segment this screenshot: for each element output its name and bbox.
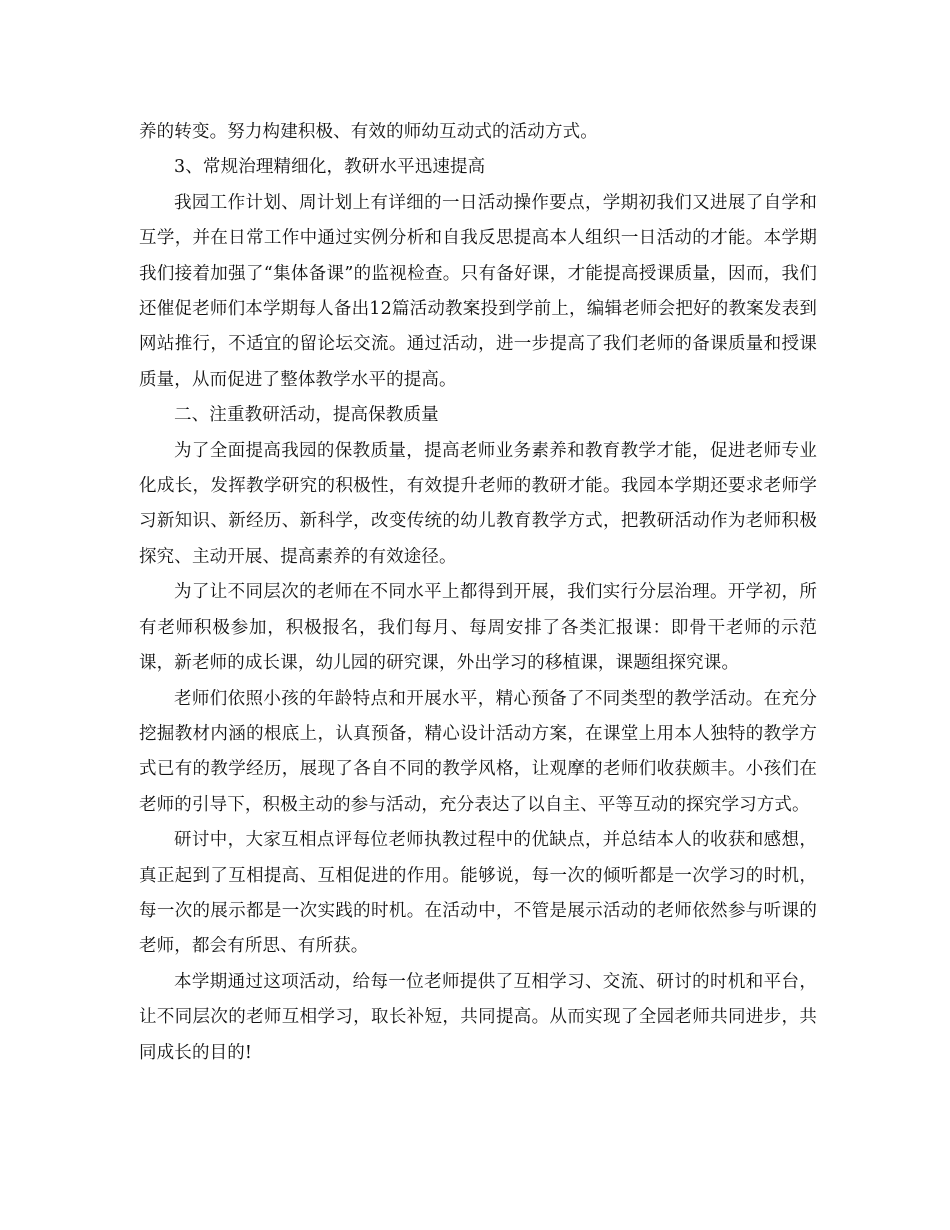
document-body	[139, 115, 817, 1071]
paragraph-layered-management: 为了让不同层次的老师在不同水平上都得到开展，我们实行分层治理。开学初，所有老师积极参加，积极报名，我们每月、每周安排了各类汇报课：即骨干老师的示范课，新老师的成长课，幼儿园的研究课，外出学习的移植课，课题组探究课。	[139, 582, 817, 674]
paragraph-teaching-quality: 为了全面提高我园的保教质量，提高老师业务素养和教育教学才能，促进老师专业化成长，发挥教学研究的积极性，有效提升老师的教研才能。我园本学期还要求老师学习新知识、新经历、新科学，改变传统的幼儿教育教学方式，把教研活动作为老师积极探究、主动开展、提高素养的有效途径。	[139, 440, 817, 567]
paragraph-continuation: 养的转变。努力构建积极、有效的师幼互动式的活动方式。	[139, 122, 598, 142]
section-heading-3: 3、常规治理精细化，教研水平迅速提高	[174, 157, 486, 178]
section-heading-2: 二、注重教研活动，提高保教质量	[174, 405, 439, 426]
paragraph-discussion: 研讨中，大家互相点评每位老师执教过程中的优缺点，并总结本人的收获和感想，真正起到了互相提高、互相促进的作用。能够说，每一次的倾听都是一次学习的时机，每一次的展示都是一次实践的时机。在活动中，不管是展示活动的老师依然参与听课的老师，都会有所思、有所获。	[139, 830, 817, 957]
paragraph-teaching-activities: 老师们依照小孩的年龄特点和开展水平，精心预备了不同类型的教学活动。在充分挖掘教材内涵的根底上，认真预备，精心设计活动方案，在课堂上用本人独特的教学方式已有的教学经历，展现了各自不同的教学风格，让观摩的老师们收获颇丰。小孩们在老师的引导下，积极主动的参与活动，充分表达了以自主、平等互动的探究学习方式。	[139, 688, 817, 815]
paragraph-conclusion: 本学期通过这项活动，给每一位老师提供了互相学习、交流、研讨的时机和平台，让不同层次的老师互相学习，取长补短，共同提高。从而实现了全园老师共同进步，共同成长的目的!	[139, 971, 817, 1063]
paragraph-planning: 我园工作计划、周计划上有详细的一日活动操作要点，学期初我们又进展了自学和互学，并在日常工作中通过实例分析和自我反思提高本人组织一日活动的才能。本学期我们接着加强了“集体备课”的监视检查。只有备好课，才能提高授课质量，因而，我们还催促老师们本学期每人备出12篇活动教案投到学前上，编辑老师会把好的教案发表到网站推行，不适宜的留论坛交流。通过活动，进一步提高了我们老师的备课质量和授课质量，从而促进了整体教学水平的提高。	[139, 192, 817, 390]
